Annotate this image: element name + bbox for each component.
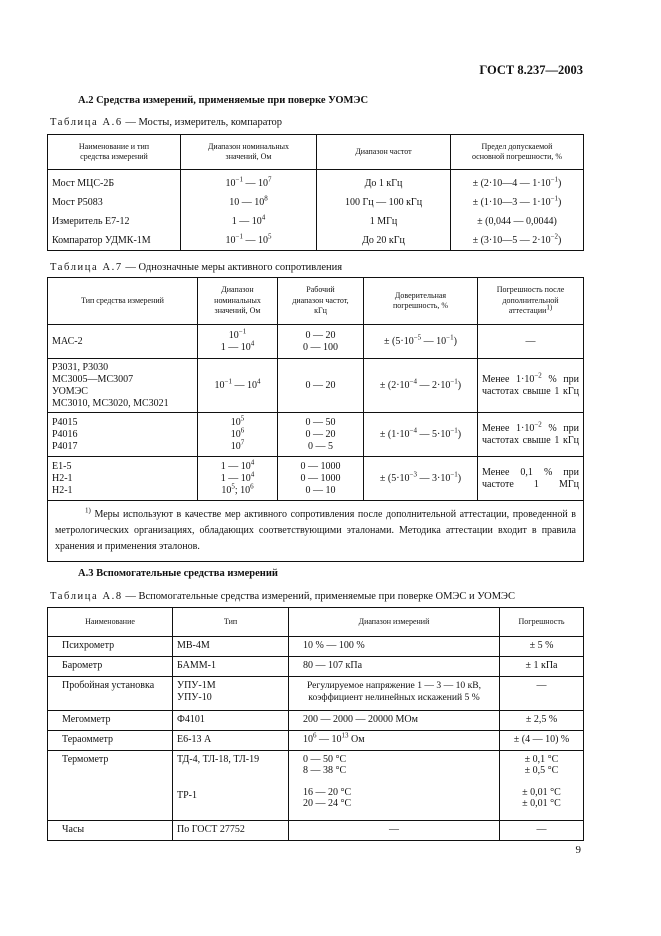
instrument-type: Ф4101: [173, 711, 289, 731]
table-a8-caption: [50, 591, 515, 602]
table-a7-caption-text: — Однозначные меры активного сопротивления: [122, 262, 343, 273]
error-value: ± 0,1 °С ± 0,5 °С ± 0,01 °С ± 0,01 °С: [500, 751, 584, 821]
table-header-row: [48, 608, 584, 637]
error-limit: ± (0,044 — 0,0044): [451, 212, 584, 231]
measurement-range: Регулируемое напряжение 1 — 3 — 10 кВ, коэффициент нелинейных искажений 5 %: [289, 677, 500, 711]
column-header: Тип: [173, 608, 289, 637]
error-after-attestation: Менее $1\cdot 10^{-2}$ % при частотах свыше 1 кГц: [478, 359, 584, 413]
measurement-range: 0 — 50 °С 8 — 38 °С 16 — 20 °С 20 — 24 °С: [289, 751, 500, 821]
page-number: 9: [575, 844, 581, 856]
confidence-error: ± ($5\cdot 10^{-3}$ — $3\cdot 10^{-1}$): [364, 457, 478, 501]
column-header: Предел допускаемой основной погрешности, %: [451, 135, 584, 170]
error-after-attestation: —: [478, 325, 584, 359]
table-a8: [47, 607, 584, 841]
instrument-name: Мост Р5083: [48, 193, 181, 212]
table-a8-caption-prefix: Таблица А.8: [50, 591, 123, 602]
error-value: ± 5 %: [500, 637, 584, 657]
nominal-range: 10 — $10^8$: [181, 193, 317, 212]
footnote-text: $^{1)}$ Меры используют в качестве мер активного сопротивления после дополнительной аттестации, проведенной в метрологических организациях, обладающих соответствующими эталонами. Методика аттестации входит в правила хранения и применения эталонов.: [55, 506, 576, 552]
table-row: [48, 821, 584, 841]
instrument-name: Измеритель Е7-12: [48, 212, 181, 231]
nominal-range: $10^{-1}$ 1 — $10^4$: [198, 325, 278, 359]
nominal-range: $10^{-1}$ — $10^4$: [198, 359, 278, 413]
column-header: Диапазон номинальных значений, Ом: [198, 278, 278, 325]
column-header: Диапазон измерений: [289, 608, 500, 637]
table-header-row: [48, 278, 584, 325]
measurement-range: 80 — 107 кПа: [289, 657, 500, 677]
frequency-range: До 1 кГц: [317, 170, 451, 194]
table-a7: [47, 277, 584, 562]
table-a6-caption-text: — Мосты, измеритель, компаратор: [122, 117, 283, 128]
measurement-range: 200 — 2000 — 20000 МОм: [289, 711, 500, 731]
section-a2-title: А.2 Средства измерений, применяемые при поверке УОМЭС: [78, 95, 369, 106]
measure-type: Р4015 Р4016 Р4017: [48, 413, 198, 457]
table-row: [48, 325, 584, 359]
instrument-type: Е6-13 А: [173, 731, 289, 751]
error-after-attestation: Менее $1\cdot 10^{-2}$ % при частотах свыше 1 кГц: [478, 413, 584, 457]
table-row: [48, 637, 584, 657]
frequency-range: 0 — 20: [278, 359, 364, 413]
nominal-range: $10^5$ $10^6$ $10^7$: [198, 413, 278, 457]
table-row: [48, 677, 584, 711]
error-value: —: [500, 821, 584, 841]
table-row: [48, 657, 584, 677]
column-header: Рабочий диапазон частот, кГц: [278, 278, 364, 325]
error-limit: ± (1·10—3 — $1\cdot 10^{-1}$): [451, 193, 584, 212]
error-value: ± 2,5 %: [500, 711, 584, 731]
table-a8-caption-text: — Вспомогательные средства измерений, применяемые при поверке ОМЭС и УОМЭС: [122, 591, 515, 602]
measure-type: МАС-2: [48, 325, 198, 359]
table-a7-caption: [50, 262, 342, 273]
frequency-range: До 20 кГц: [317, 231, 451, 251]
instrument-name: Пробойная установка: [48, 677, 173, 711]
error-value: ± (4 — 10) %: [500, 731, 584, 751]
table-header-row: [48, 135, 584, 170]
error-after-attestation: Менее 0,1 % при частоте 1 МГц: [478, 457, 584, 501]
column-header: Наименование и тип средства измерений: [48, 135, 181, 170]
table-row: [48, 751, 584, 821]
nominal-range: $10^{-1}$ — $10^7$: [181, 170, 317, 194]
table-row: [48, 731, 584, 751]
nominal-range: 1 — $10^4$ 1 — $10^4$ $10^5$; $10^6$: [198, 457, 278, 501]
measure-type: Р3031, Р3030 МС3005—МС3007 УОМЭС МС3010, МС3020, МС3021: [48, 359, 198, 413]
standard-number: ГОСТ 8.237—2003: [479, 63, 583, 77]
table-row: [48, 170, 584, 194]
error-limit: ± (3·10—5 — $2\cdot 10^{-2}$): [451, 231, 584, 251]
instrument-name: Тераомметр: [48, 731, 173, 751]
instrument-name: Психрометр: [48, 637, 173, 657]
table-footnote-row: [48, 501, 584, 562]
frequency-range: 0 — 1000 0 — 1000 0 — 10: [278, 457, 364, 501]
table-row: [48, 359, 584, 413]
instrument-type: БАММ-1: [173, 657, 289, 677]
instrument-name: Мегомметр: [48, 711, 173, 731]
frequency-range: 1 МГц: [317, 212, 451, 231]
instrument-name: Мост МЦС-2Б: [48, 170, 181, 194]
section-a3-title: А.3 Вспомогательные средства измерений: [78, 568, 278, 579]
error-value: —: [500, 677, 584, 711]
measurement-range: $10^6$ — $10^{13}$ Ом: [289, 731, 500, 751]
measurement-range: 10 % — 100 %: [289, 637, 500, 657]
instrument-name: Часы: [48, 821, 173, 841]
table-footnote: [48, 501, 584, 562]
table-a7-caption-prefix: Таблица А.7: [50, 262, 123, 273]
frequency-range: 100 Гц — 100 кГц: [317, 193, 451, 212]
column-header: Погрешность после дополнительной аттестации$^{1)}$: [478, 278, 584, 325]
frequency-range: 0 — 50 0 — 20 0 — 5: [278, 413, 364, 457]
measurement-range: —: [289, 821, 500, 841]
measure-type: Е1-5 Н2-1 Н2-1: [48, 457, 198, 501]
column-header: Погрешность: [500, 608, 584, 637]
table-row: [48, 413, 584, 457]
frequency-range: 0 — 20 0 — 100: [278, 325, 364, 359]
instrument-type: ТД-4, ТЛ-18, ТЛ-19 ТР-1: [173, 751, 289, 821]
confidence-error: ± ($2\cdot 10^{-4}$ — $2\cdot 10^{-1}$): [364, 359, 478, 413]
nominal-range: 1 — $10^4$: [181, 212, 317, 231]
table-row: [48, 212, 584, 231]
table-row: [48, 711, 584, 731]
column-header: Диапазон частот: [317, 135, 451, 170]
table-a6-caption-prefix: Таблица А.6: [50, 117, 123, 128]
error-limit: ± (2·10—4 — $1\cdot 10^{-1}$): [451, 170, 584, 194]
table-row: [48, 193, 584, 212]
column-header: Наименование: [48, 608, 173, 637]
nominal-range: $10^{-1}$ — $10^5$: [181, 231, 317, 251]
column-header: Доверительная погрешность, %: [364, 278, 478, 325]
column-header: Диапазон номинальных значений, Ом: [181, 135, 317, 170]
table-a6: [47, 134, 584, 251]
instrument-type: МВ-4М: [173, 637, 289, 657]
table-row: [48, 457, 584, 501]
instrument-type: УПУ-1М УПУ-10: [173, 677, 289, 711]
confidence-error: ± ($1\cdot 10^{-4}$ — $5\cdot 10^{-1}$): [364, 413, 478, 457]
table-row: [48, 231, 584, 251]
error-value: ± 1 кПа: [500, 657, 584, 677]
table-a6-caption: [50, 117, 282, 128]
column-header: Тип средства измерений: [48, 278, 198, 325]
instrument-type: По ГОСТ 27752: [173, 821, 289, 841]
instrument-name: Компаратор УДМК-1М: [48, 231, 181, 251]
confidence-error: ± ($5\cdot 10^{-5}$ — $10^{-1}$): [364, 325, 478, 359]
instrument-name: Термометр: [48, 751, 173, 821]
instrument-name: Барометр: [48, 657, 173, 677]
